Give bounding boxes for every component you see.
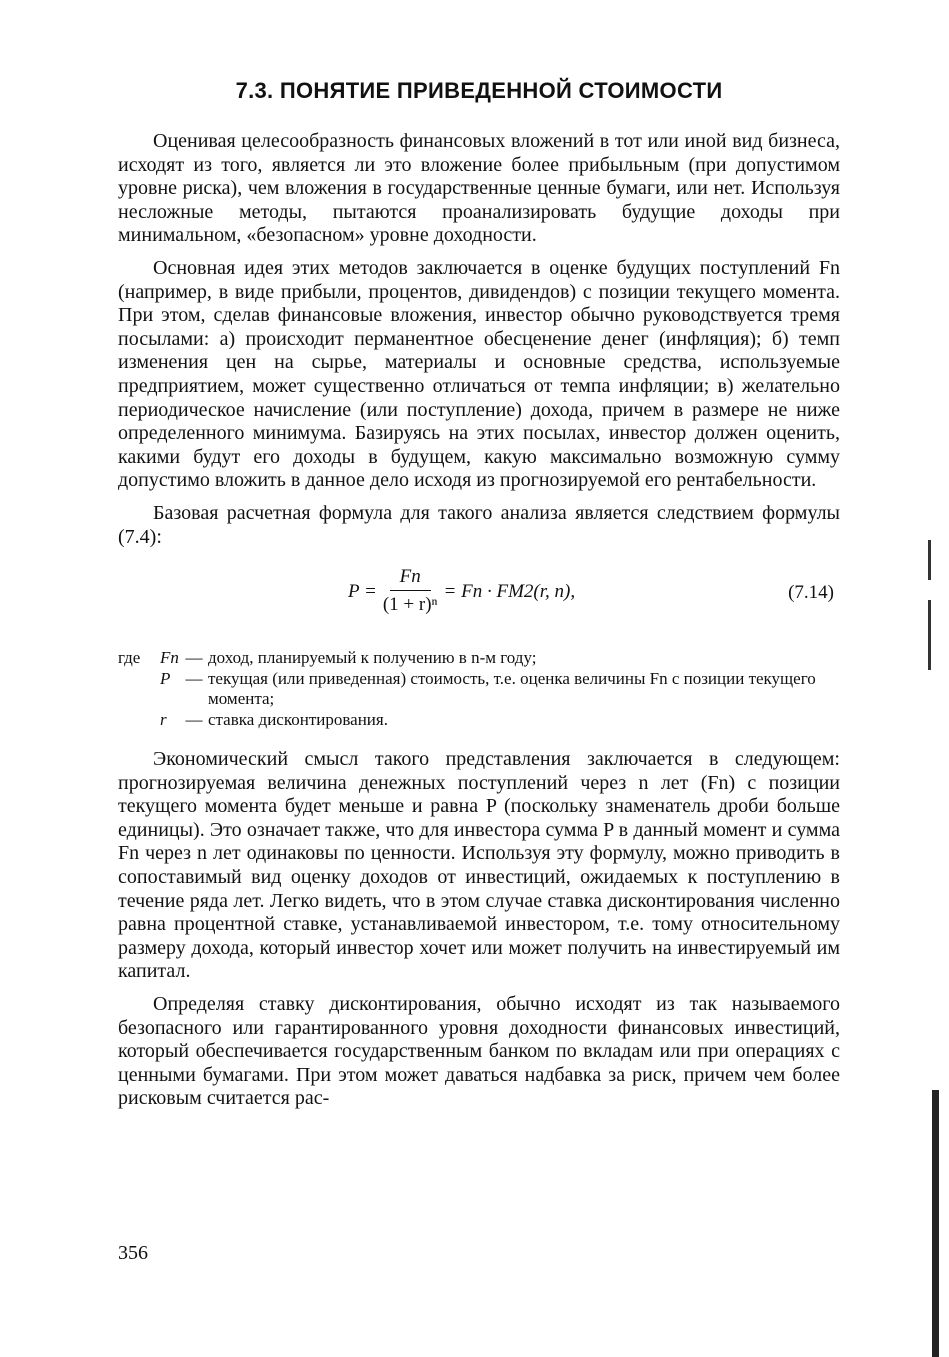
paragraph-2: Основная идея этих методов заключается в оценке будущих поступлений Fn (например, в виде прибыли, процентов, дивидендов) с позиции текущего момента. При этом, сделав финансовые вложения, инвестор обычно руководствуется тремя посылами: а) происходит перманентное обесценение денег (инфляция); б) темп изменения цен на сырье, материалы и основные средства, используемые предприятием, может существенно отличаться от темпа инфляции; в) желательно периодическое начисление (или поступление) дохода, причем в размере не ниже определенного минимума. Базируясь на этих посылах, инвестор должен оценить, какими будут его доходы в будущем, какую максимально возможную сумму допустимо вложить в данное дело исходя из прогнозируемой его рентабельности. [118,256,840,492]
definition-row [118,710,840,731]
present-value-formula [348,564,575,619]
definition-symbol: P [160,668,171,688]
section-title: 7.3. ПОНЯТИЕ ПРИВЕДЕННОЙ СТОИМОСТИ [235,78,723,103]
paragraph-3: Базовая расчетная формула для такого анализа является следствием формулы (7.4): [118,501,840,548]
scan-edge-mark [928,600,931,670]
formula-lhs: P = [348,580,377,602]
definition-prefix: где [118,648,141,668]
definition-row [118,648,840,669]
page-content [118,78,840,1120]
definition-prefix [118,710,160,731]
definition-text: доход, планируемый к получению в n-м году; [208,648,537,668]
definition-dash: — [185,668,203,688]
scan-edge-bar [932,1090,939,1357]
definition-text: текущая (или приведенная) стоимость, т.е. оценка величины Fn с позиции текущего момента; [208,668,816,709]
definition-symbol: r [160,709,167,729]
definition-row [118,669,840,710]
definition-symbol: Fn [160,648,179,668]
definition-dash: — [185,709,203,729]
paragraph-4: Экономический смысл такого представления заключается в следующем: прогнозируемая величина денежных поступлений через n лет (Fn) с позиции текущего момента будет меньше и равна P (поскольку знаменатель дроби больше единицы). Это означает также, что для инвестора сумма P в данный момент и сумма Fn через n лет одинаковы по ценности. Используя эту формулу, можно приводить в сопоставимый вид оценку доходов от инвестиций, ожидаемых к поступлению в течение ряда лет. Легко видеть, что в этом случае ставка дисконтирования численно равна процентной ставке, устанавливаемой инвестором, т.е. тому относительному размеру дохода, который инвестор хочет или может получить на инвестируемый им капитал. [118,748,840,983]
formula-fraction [383,564,438,619]
formula-numerator: Fn [390,564,431,591]
formula-rhs: = Fn · FM2(r, n), [443,580,576,602]
equation-number: (7.14) [788,582,834,604]
definitions-list [118,648,840,730]
paragraph-1: Оценивая целесообразность финансовых вложений в тот или иной вид бизнеса, исходят из того, является ли это вложение более прибыльным (при допустимом уровне риска), чем вложения в государственные ценные бумаги, или нет. Используя несложные методы, пытаются проанализировать будущие доходы при минимальном, «безопасном» уровне доходности. [118,130,840,247]
scan-edge-mark [928,540,931,580]
page-number: 356 [118,1242,148,1264]
definition-text: ставка дисконтирования. [208,709,388,729]
formula-block [118,558,840,638]
definition-prefix [118,669,160,710]
formula-denominator: (1 + r)ⁿ [382,594,438,616]
paragraph-5: Определяя ставку дисконтирования, обычно исходят из так называемого безопасного или гарантированного уровня доходности финансовых инвестиций, который обеспечивается государственным банком по вкладам или при операциях с ценными бумагами. При этом может даваться надбавка за риск, причем чем более рисковым считается рас- [118,993,840,1110]
definition-dash: — [185,648,203,668]
